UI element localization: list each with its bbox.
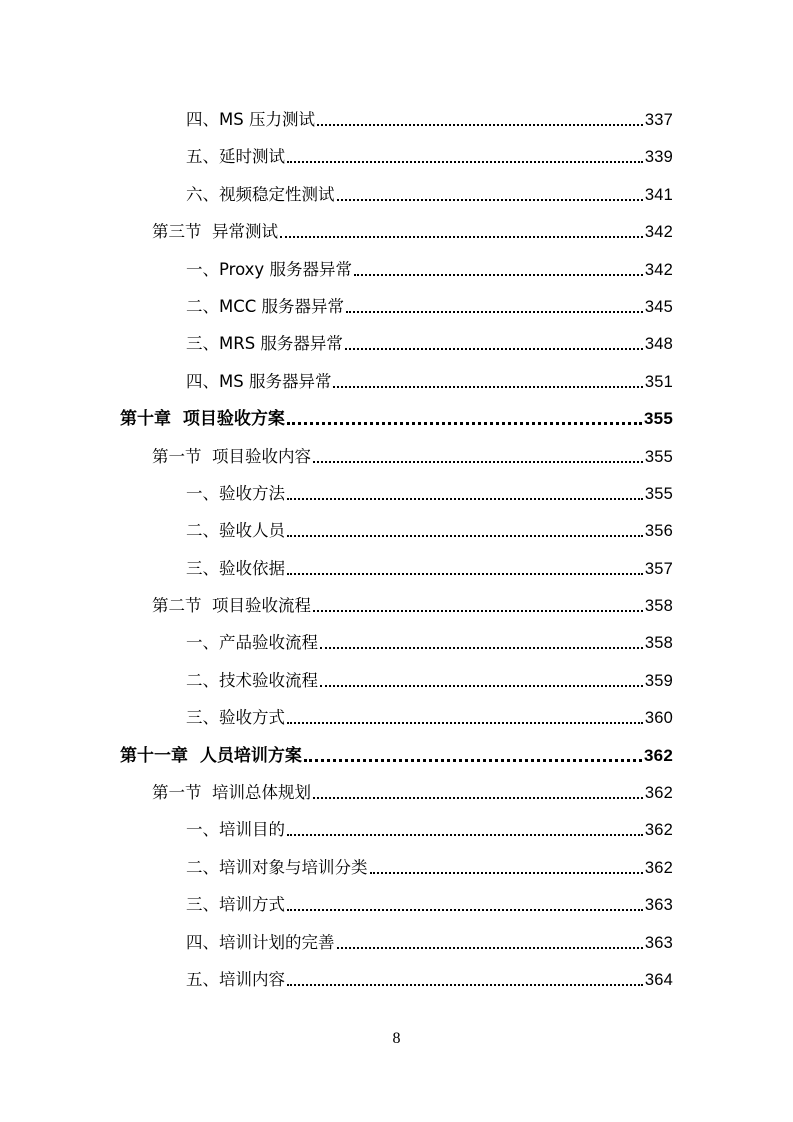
toc-entry-page-number: 337 bbox=[644, 111, 673, 129]
toc-entry-page-number: 341 bbox=[644, 185, 673, 204]
toc-entry-section[interactable] bbox=[0, 437, 793, 474]
toc-entry-page-number: 364 bbox=[644, 970, 673, 989]
toc-entry-label: 二、验收人员 bbox=[186, 521, 285, 541]
toc-entry-item[interactable] bbox=[0, 923, 793, 960]
toc-entry-label: 一、培训目的 bbox=[186, 820, 285, 840]
toc-entry-row bbox=[186, 295, 673, 319]
dot-leader bbox=[313, 461, 643, 463]
toc-entry-label: 第一节 项目验收内容 bbox=[152, 446, 311, 466]
toc-entry-item[interactable] bbox=[0, 250, 793, 287]
toc-entry-chapter[interactable] bbox=[0, 736, 793, 773]
toc-entry-page-number: 351 bbox=[644, 372, 673, 391]
toc-entry-item[interactable] bbox=[0, 175, 793, 212]
toc-entry-row bbox=[120, 744, 673, 768]
toc-entry-item[interactable] bbox=[0, 623, 793, 660]
dot-leader bbox=[337, 947, 643, 949]
toc-entry-item[interactable] bbox=[0, 100, 793, 137]
dot-leader bbox=[313, 610, 643, 612]
toc-entry-item[interactable] bbox=[0, 324, 793, 361]
toc-entry-page-number: 355 bbox=[644, 409, 673, 429]
dot-leader bbox=[337, 199, 643, 201]
toc-entry-page-number: 362 bbox=[644, 784, 673, 803]
toc-entry-row bbox=[186, 631, 673, 655]
dot-leader bbox=[370, 872, 643, 874]
toc-entry-row bbox=[186, 706, 673, 730]
toc-entry-row bbox=[186, 818, 673, 842]
toc-entry-label: 三、培训方式 bbox=[186, 895, 285, 915]
dot-leader bbox=[287, 422, 642, 425]
toc-entry-label: 四、MS 服务器异常 bbox=[186, 371, 332, 391]
toc-entry-page-number: 363 bbox=[644, 896, 673, 915]
dot-leader bbox=[287, 984, 643, 986]
toc-entry-row bbox=[186, 893, 673, 917]
dot-leader bbox=[304, 759, 642, 762]
toc-entry-label: 五、延时测试 bbox=[186, 147, 285, 167]
toc-entry-page-number: 358 bbox=[644, 634, 673, 653]
toc-entry-item[interactable] bbox=[0, 661, 793, 698]
toc-entry-label: 二、培训对象与培训分类 bbox=[186, 857, 368, 877]
dot-leader bbox=[320, 647, 643, 649]
dot-leader bbox=[354, 274, 643, 276]
toc-entry-item[interactable] bbox=[0, 287, 793, 324]
toc-entry-item[interactable] bbox=[0, 698, 793, 735]
toc-entry-page-number: 360 bbox=[644, 709, 673, 728]
toc-entry-row bbox=[186, 669, 673, 693]
toc-entry-row bbox=[152, 781, 673, 805]
dot-leader bbox=[280, 236, 643, 238]
toc-entry-label: 二、技术验收流程 bbox=[186, 670, 318, 690]
toc-entry-item[interactable] bbox=[0, 362, 793, 399]
toc-entry-page-number: 348 bbox=[644, 335, 673, 354]
toc-entry-item[interactable] bbox=[0, 137, 793, 174]
toc-entry-chapter[interactable] bbox=[0, 399, 793, 436]
toc-entry-label: 二、MCC 服务器异常 bbox=[186, 296, 345, 316]
toc-entry-page-number: 339 bbox=[644, 148, 673, 167]
dot-leader bbox=[287, 722, 643, 724]
table-of-contents bbox=[0, 100, 793, 997]
dot-leader bbox=[287, 834, 643, 836]
dot-leader bbox=[287, 161, 643, 163]
toc-entry-label: 六、视频稳定性测试 bbox=[186, 184, 335, 204]
toc-entry-label: 三、验收依据 bbox=[186, 558, 285, 578]
toc-entry-label: 四、MS 压力测试 bbox=[186, 110, 315, 129]
dot-leader bbox=[333, 386, 642, 388]
toc-entry-row bbox=[152, 594, 673, 618]
toc-entry-page-number: 355 bbox=[644, 484, 673, 503]
toc-entry-label: 一、Proxy 服务器异常 bbox=[186, 259, 352, 279]
dot-leader bbox=[287, 909, 643, 911]
toc-entry-item[interactable] bbox=[0, 885, 793, 922]
toc-entry-row bbox=[186, 856, 673, 880]
dot-leader bbox=[287, 573, 643, 575]
dot-leader bbox=[346, 311, 643, 313]
toc-entry-section[interactable] bbox=[0, 212, 793, 249]
toc-entry-label: 一、验收方法 bbox=[186, 483, 285, 503]
toc-entry-page-number: 356 bbox=[644, 522, 673, 541]
toc-entry-label: 第十章 项目验收方案 bbox=[120, 409, 285, 430]
toc-entry-row bbox=[186, 332, 673, 356]
dot-leader bbox=[317, 124, 643, 126]
toc-entry-item[interactable] bbox=[0, 960, 793, 997]
toc-entry-item[interactable] bbox=[0, 810, 793, 847]
toc-entry-row bbox=[186, 519, 673, 543]
toc-entry-label: 第三节 异常测试 bbox=[152, 222, 278, 242]
toc-entry-row bbox=[120, 407, 673, 431]
toc-entry-section[interactable] bbox=[0, 586, 793, 623]
toc-entry-page-number: 362 bbox=[644, 821, 673, 840]
toc-entry-label: 第二节 项目验收流程 bbox=[152, 596, 311, 616]
dot-leader bbox=[313, 797, 643, 799]
toc-entry-label: 四、培训计划的完善 bbox=[186, 932, 335, 952]
toc-entry-label: 第十一章 人员培训方案 bbox=[120, 745, 302, 766]
toc-entry-item[interactable] bbox=[0, 511, 793, 548]
dot-leader bbox=[345, 348, 643, 350]
toc-entry-row bbox=[186, 482, 673, 506]
dot-leader bbox=[320, 685, 643, 687]
toc-entry-row bbox=[186, 258, 673, 282]
toc-entry-page-number: 362 bbox=[644, 858, 673, 877]
toc-entry-row bbox=[186, 968, 673, 992]
toc-entry-row bbox=[186, 145, 673, 169]
page-number: 8 bbox=[392, 1030, 401, 1047]
toc-entry-page-number: 362 bbox=[644, 745, 673, 765]
dot-leader bbox=[287, 498, 643, 500]
toc-entry-label: 五、培训内容 bbox=[186, 969, 285, 989]
toc-entry-row bbox=[152, 445, 673, 469]
toc-entry-row bbox=[186, 183, 673, 207]
toc-entry-page-number: 363 bbox=[644, 933, 673, 952]
toc-entry-section[interactable] bbox=[0, 773, 793, 810]
toc-entry-page-number: 359 bbox=[644, 671, 673, 690]
toc-entry-item[interactable] bbox=[0, 549, 793, 586]
toc-entry-label: 三、MRS 服务器异常 bbox=[186, 334, 343, 354]
toc-entry-row bbox=[186, 370, 673, 394]
toc-entry-page-number: 342 bbox=[644, 223, 673, 242]
toc-entry-row bbox=[186, 931, 673, 955]
toc-entry-page-number: 358 bbox=[644, 597, 673, 616]
toc-entry-page-number: 342 bbox=[644, 260, 673, 279]
toc-entry-label: 第一节 培训总体规划 bbox=[152, 783, 311, 803]
dot-leader bbox=[287, 535, 643, 537]
toc-entry-item[interactable] bbox=[0, 474, 793, 511]
toc-entry-item[interactable] bbox=[0, 848, 793, 885]
toc-entry-row bbox=[186, 108, 673, 132]
toc-entry-label: 一、产品验收流程 bbox=[186, 633, 318, 653]
toc-entry-row bbox=[152, 220, 673, 244]
toc-entry-page-number: 355 bbox=[644, 447, 673, 466]
toc-entry-label: 三、验收方式 bbox=[186, 708, 285, 728]
toc-entry-page-number: 345 bbox=[644, 297, 673, 316]
toc-entry-page-number: 357 bbox=[644, 559, 673, 578]
toc-entry-row bbox=[186, 557, 673, 581]
